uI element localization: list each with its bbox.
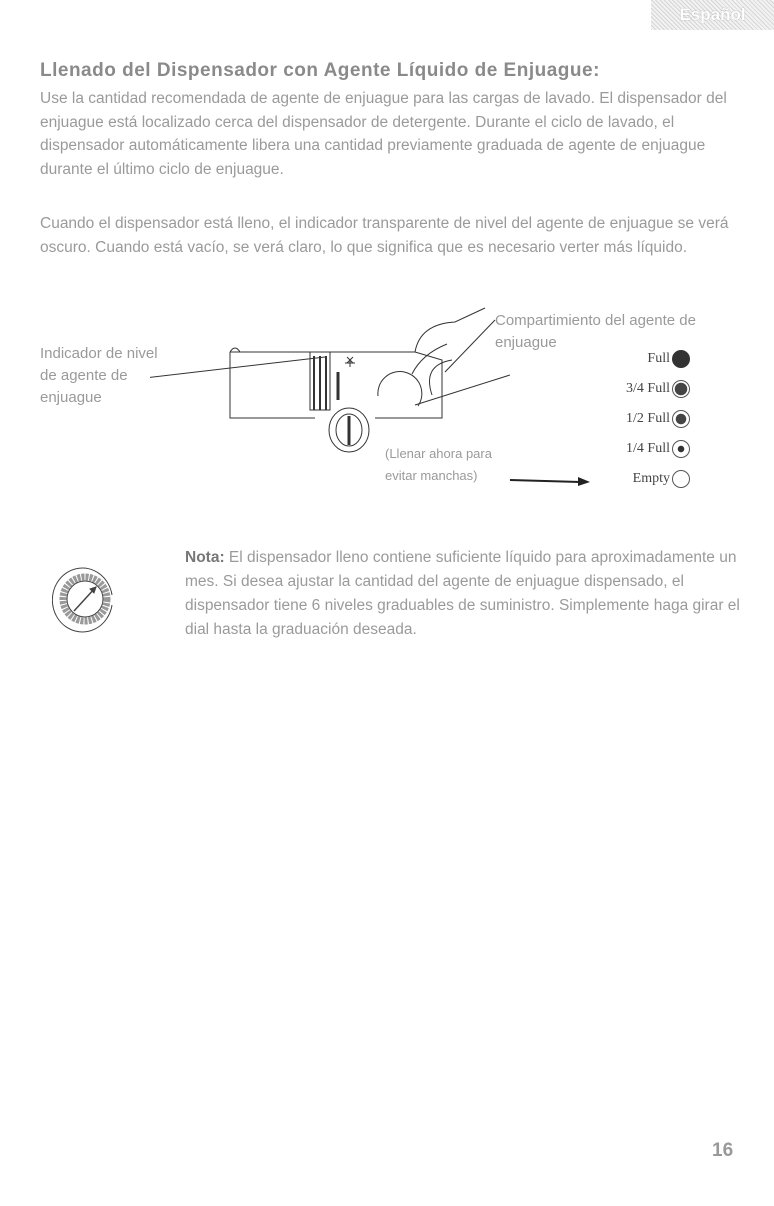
page-number: 16 (712, 1140, 734, 1161)
note-text: El dispensador lleno contiene suficiente líquido para aproximadamente un mes. Si desea ajustar la cantidad del agente de enjuague dispensado, el dispensador tiene 6 niveles graduables de suministro. Simplemente haga girar el dial hasta la graduación deseada. (185, 549, 740, 638)
paragraph-2: Cuando el dispensador está lleno, el indicador transparente de nivel del agente de enjuague se verá oscuro. Cuando está vacío, se verá claro, lo que significa que es necesario verter más líquido. (40, 215, 729, 256)
compartment-label: Compartimiento del agente de enjuague (495, 312, 696, 351)
level-empty (540, 470, 690, 488)
level-label: 1/2 Full (626, 411, 670, 427)
dispenser-illustration (150, 300, 510, 460)
three-quarter-circle-icon (672, 380, 690, 398)
level-three-quarter (540, 380, 690, 398)
level-label: Full (647, 351, 670, 367)
level-full (540, 350, 690, 368)
paragraph-1: Use la cantidad recomendada de agente de enjuague para las cargas de lavado. El dispensador del enjuague está localizado cerca del dispensador de detergente. Durante el ciclo de lavado, el dispensador automáticamente libera una cantidad previamente graduada de agente de enjuague durante el último ciclo de enjuague. (40, 90, 727, 178)
level-half (540, 410, 690, 428)
note-block (185, 546, 745, 642)
language-tab: Español (651, 0, 774, 30)
dial-icon (52, 565, 114, 633)
quarter-circle-icon (672, 440, 690, 458)
note-label: Nota: (185, 549, 225, 566)
level-label: 1/4 Full (626, 441, 670, 457)
full-circle-icon (672, 350, 690, 368)
indicator-label: Indicador de nivel de agente de enjuague (40, 345, 158, 406)
empty-circle-icon (672, 470, 690, 488)
level-quarter (540, 440, 690, 458)
half-circle-icon (672, 410, 690, 428)
refill-label: (Llenar ahora para evitar manchas) (385, 446, 492, 483)
level-label: Empty (632, 471, 670, 487)
level-label: 3/4 Full (626, 381, 670, 397)
section-title: Llenado del Dispensador con Agente Líquido de Enjuague: (40, 60, 600, 81)
